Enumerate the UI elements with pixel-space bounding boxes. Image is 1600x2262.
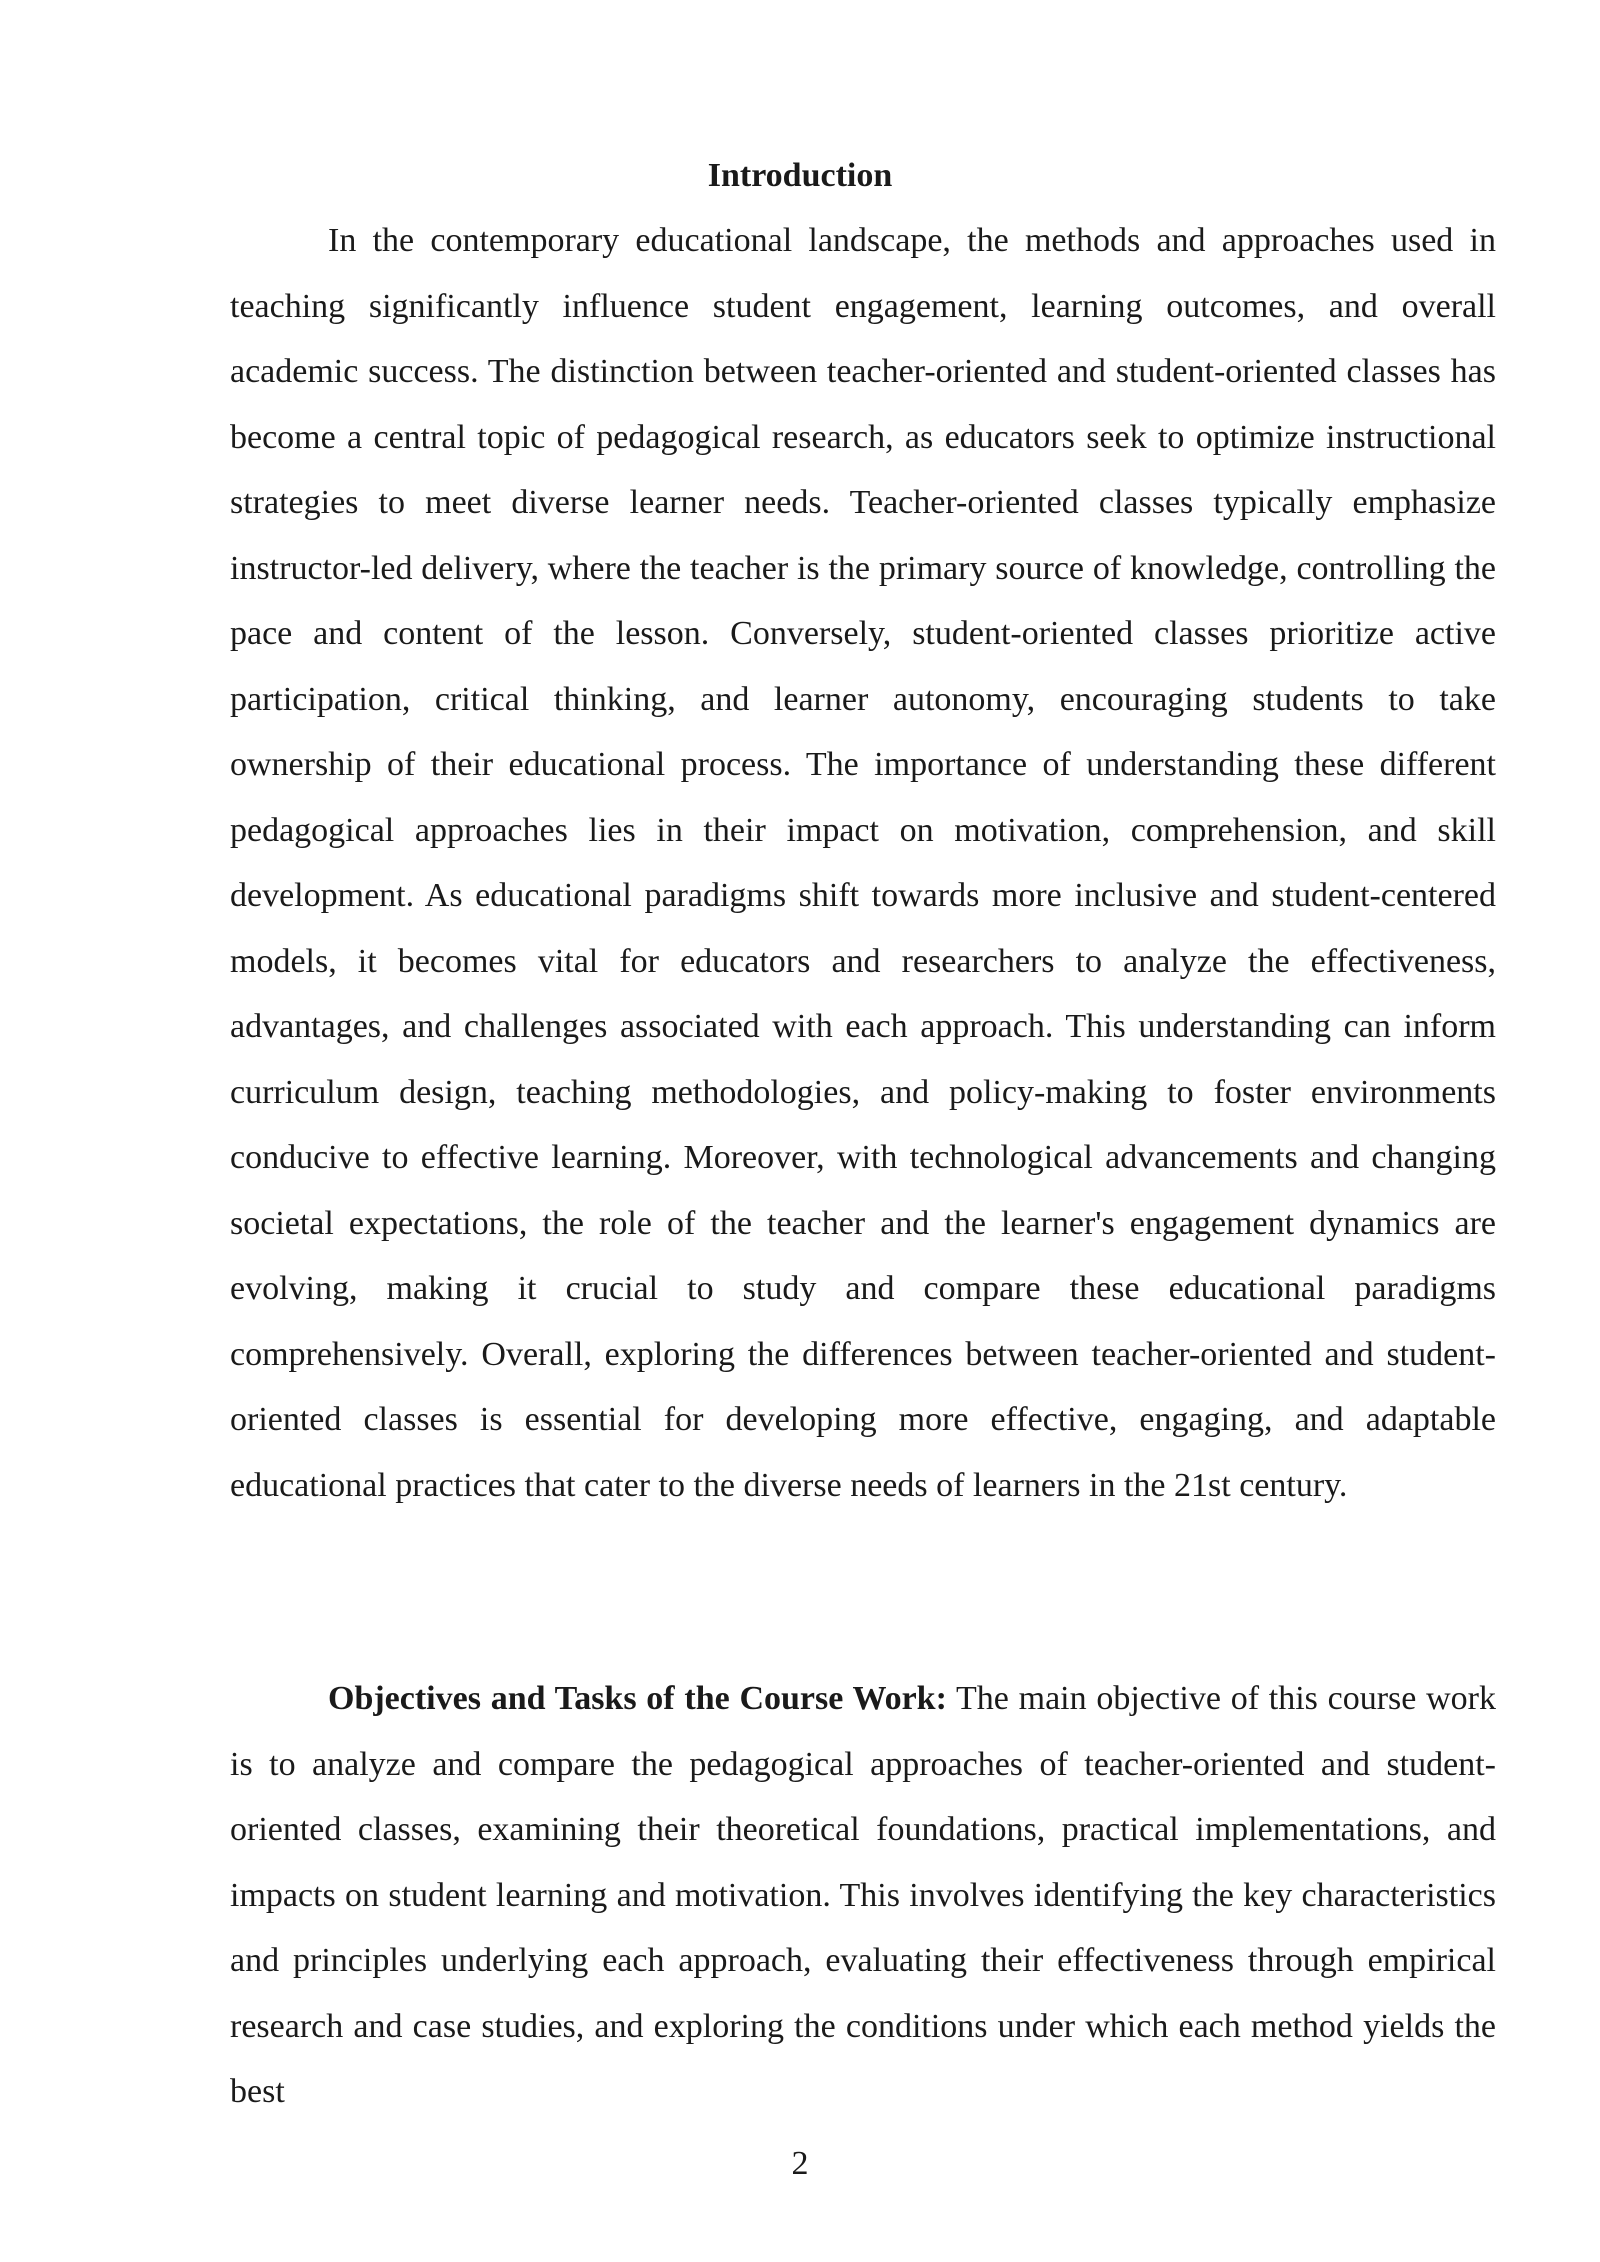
introduction-paragraph: In the contemporary educational landscape, the methods and approaches used in teaching significantly influence student engagement, learning outcomes, and overall academic success. The distinction between teacher-oriented and student-oriented classes has become a central topic of pedagogical research, as educators seek to optimize instructional strategies to meet diverse learner needs. Teacher-oriented classes typically emphasize instructor-led delivery, where the teacher is the primary source of knowledge, controlling the pace and content of the lesson. Conversely, student-oriented classes prioritize active participation, critical thinking, and learner autonomy, encouraging students to take ownership of their educational process. The importance of understanding these different pedagogical approaches lies in their impact on motivation, comprehension, and skill development. As educational paradigms shift towards more inclusive and student-centered models, it becomes vital for educators and researchers to analyze the effectiveness, advantages, and challenges associated with each approach. This understanding can inform curriculum design, teaching methodologies, and policy-making to foster environments conducive to effective learning. Moreover, with technological advancements and changing societal expectations, the role of the teacher and the learner's engagement dynamics are evolving, making it crucial to study and compare these educational paradigms comprehensively. Overall, exploring the differences between teacher-oriented and student-oriented classes is essential for developing more effective, engaging, and adaptable educational practices that cater to the diverse needs of learners in the 21st century.: [230, 222, 1496, 1504]
section-heading: Introduction: [707, 157, 893, 194]
objectives-heading: Objectives and Tasks of the Course Work:: [328, 1680, 947, 1717]
objectives-paragraph: [230, 1666, 1496, 2125]
objectives-text: The main objective of this course work is to analyze and compare the pedagogical approaches of teacher-oriented and student-oriented classes, examining their theoretical foundations, practical implementations, and impacts on student learning and motivation. This involves identifying the key characteristics and principles underlying each approach, evaluating their effectiveness through empirical research and case studies, and exploring the conditions under which each method yields the best: [230, 1680, 1497, 2110]
page-number: 2: [791, 2145, 809, 2182]
